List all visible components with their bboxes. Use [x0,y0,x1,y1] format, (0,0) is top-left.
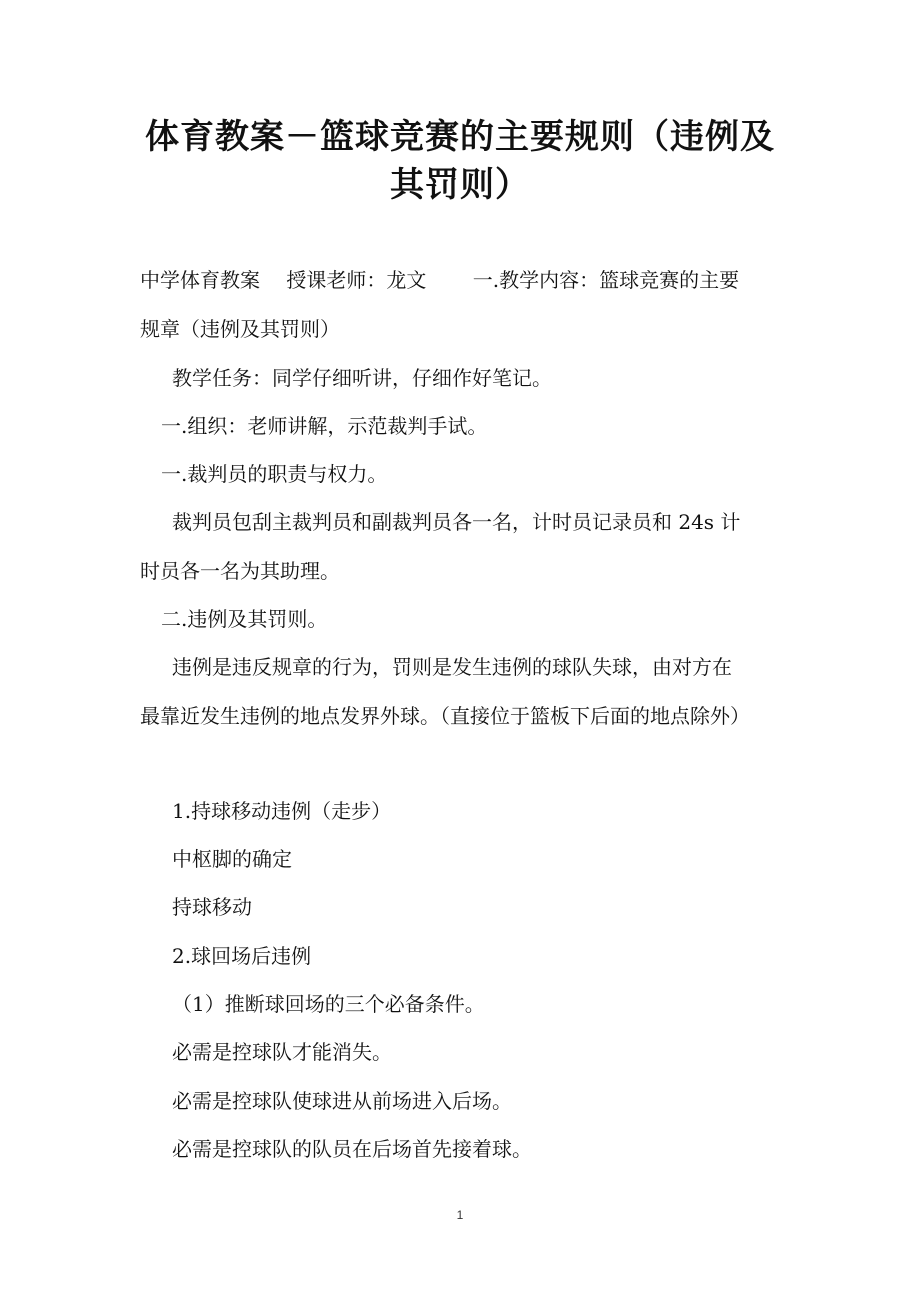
paragraph-line: 最靠近发生违例的地点发界外球。（直接位于篮板下后面的地点除外） [140,704,750,728]
paragraph-line: 必需是控球队才能消失。 [172,1040,392,1064]
paragraph-line: 二.违例及其罚则。 [161,607,328,631]
paragraph-line: 教学任务：同学仔细听讲，仔细作好笔记。 [172,366,552,390]
document-title-line-1: 体育教案－篮球竞赛的主要规则（违例及 [145,117,775,157]
paragraph-line: 中枢脚的确定 [172,847,292,871]
paragraph-line: 中学体育教案 授课老师：龙文 一.教学内容：篮球竞赛的主要 [140,268,740,292]
paragraph-line: 规章（违例及其罚则） [140,317,340,341]
paragraph-line: 一.组织：老师讲解，示范裁判手试。 [161,414,488,438]
paragraph-line: （1）推断球回场的三个必备条件。 [172,992,485,1016]
paragraph-line: 2.球回场后违例 [172,944,312,968]
paragraph-line: 违例是违反规章的行为，罚则是发生违例的球队失球，由对方在 [172,655,732,679]
paragraph-line: 必需是控球队使球进从前场进入后场。 [172,1089,512,1113]
paragraph-line: 时员各一名为其助理。 [140,559,340,583]
paragraph-line: 必需是控球队的队员在后场首先接着球。 [172,1137,532,1161]
paragraph-line: 持球移动 [172,895,252,919]
page-number: 1 [456,1208,464,1222]
document-title-line-2: 其罚则） [390,165,530,205]
paragraph-line: 裁判员包刮主裁判员和副裁判员各一名，计时员记录员和 24s 计 [172,510,741,534]
paragraph-line: 一.裁判员的职责与权力。 [161,462,388,486]
paragraph-line: 1.持球移动违例（走步） [172,799,392,823]
